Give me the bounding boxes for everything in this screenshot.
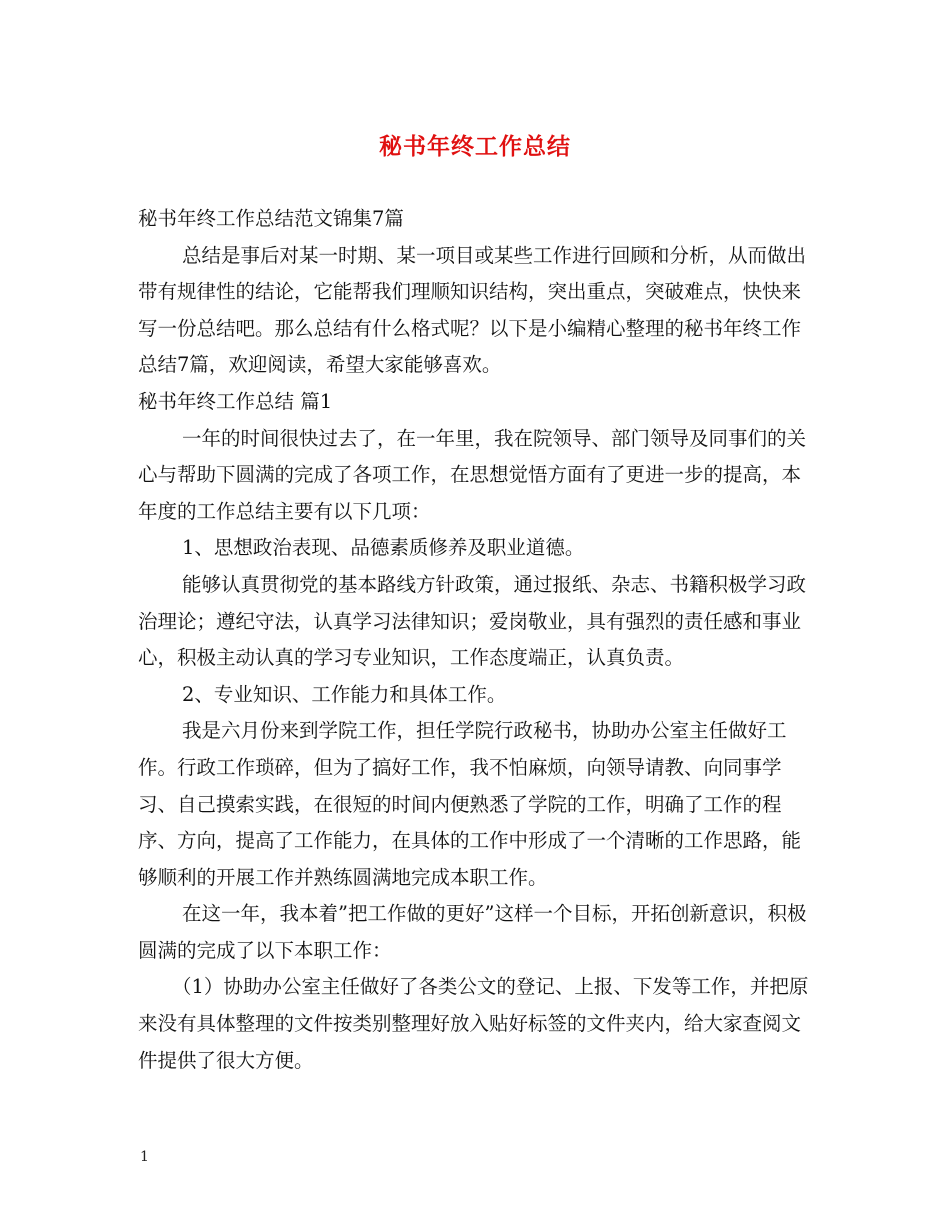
body-paragraph: 我是六月份来到学院工作，担任学院行政秘书，协助办公室主任做好工作。行政工作琐碎，但为了搞好工作，我不怕麻烦，向领导请教、向同事学习、自己摸索实践，在很短的时间内便熟悉了学院的工作，明确了工作的程序、方向，提高了工作能力，在具体的工作中形成了一个清晰的工作思路，能够顺利的开展工作并熟练圆满地完成本职工作。 [138, 719, 802, 889]
body-paragraph: 在这一年，我本着”把工作做的更好”这样一个目标，开拓创新意识，积极圆满的完成了以下本职工作： [138, 902, 807, 962]
list-item-paragraph: （1）协助办公室主任做好了各类公文的登记、上报、下发等工作，并把原来没有具体整理的文件按类别整理好放入贴好标签的文件夹内，给大家查阅文件提供了很大方便。 [138, 975, 809, 1072]
page-number: 1 [140, 1149, 149, 1165]
numbered-heading: 1、思想政治表现、品德素质修养及职业道德。 [182, 536, 585, 560]
numbered-heading: 2、专业知识、工作能力和具体工作。 [182, 682, 507, 706]
section-heading: 秘书年终工作总结 篇1 [138, 389, 333, 413]
body-paragraph: 能够认真贯彻党的基本路线方针政策，通过报纸、杂志、书籍积极学习政治理论；遵纪守法，认真学习法律知识；爱岗敬业，具有强烈的责任感和事业心，积极主动认真的学习专业知识，工作态度端正，认真负责。 [138, 572, 807, 670]
document-title: 秘书年终工作总结 [379, 133, 571, 160]
intro-paragraph: 总结是事后对某一时期、某一项目或某些工作进行回顾和分析，从而做出带有规律性的结论，它能帮我们理顺知识结构，突出重点，突破难点，快快来写一份总结吧。那么总结有什么格式呢？以下是小编精心整理的秘书年终工作总结7篇，欢迎阅读，希望大家能够喜欢。 [138, 243, 807, 377]
subtitle-line: 秘书年终工作总结范文锦集7篇 [138, 207, 404, 230]
document-body [138, 201, 818, 1079]
body-paragraph: 一年的时间很快过去了，在一年里，我在院领导、部门领导及同事们的关心与帮助下圆满的完成了各项工作，在思想觉悟方面有了更进一步的提高，本年度的工作总结主要有以下几项： [138, 426, 807, 523]
